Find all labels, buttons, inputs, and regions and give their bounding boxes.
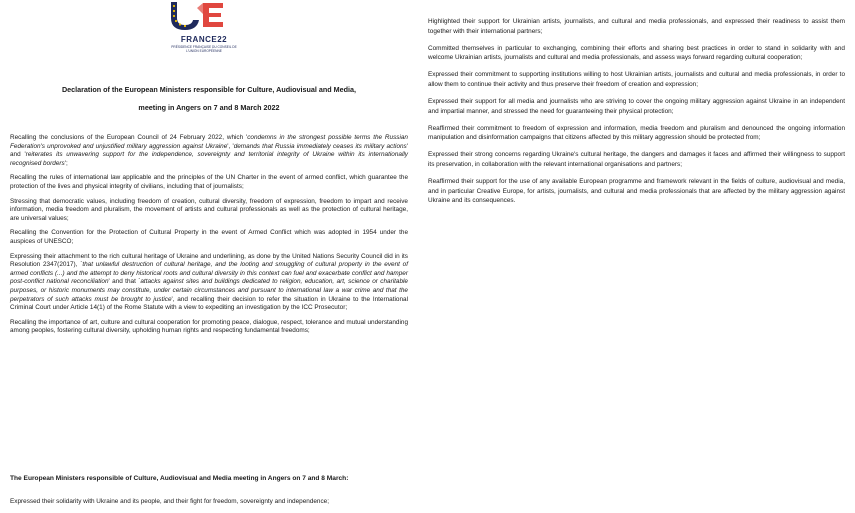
right-column [428,17,845,213]
eu-presidency-emblem-icon [167,0,237,34]
paragraph-international-law: Recalling the rules of international law applicable and the principles of the UN Charter in the event of armed conflict, which guarantee the protection of the lives and physical integrity of civilians, including that of journalists; [10,174,408,190]
paragraph-recalling-council: Recalling the conclusions of the European Council of 24 February 2022, which 'condemns in the strongest possible terms the Russian Federation's unprovoked and unjustified military aggression against Ukraine', 'demands that Russia immediately ceases its military actions' and 'reiterates its unwavering support for the independence, sovereignty and territorial integrity of Ukraine within its internationally recognised borders'; [10,134,408,167]
paragraph-heritage-concerns: Expressed their strong concerns regarding Ukraine's cultural heritage, the dangers and damages it faces and affirmed their willingness to support its preservation, in collaboration with the relevant international organisations and partners; [428,151,845,169]
paragraph-media-journalists: Expressed their support for all media and journalists who are striving to cover the ongoing military aggression against Ukraine in an independent and impartial manner, and stressed the need for guaranteeing their physical protection; [428,98,845,115]
paragraph-support-artists: Highlighted their support for Ukrainian artists, journalists, and cultural and media professionals, and expressed their readiness to assist them together with their international partners; [428,18,845,35]
paragraph-creative-europe: Reaffirmed their support for the use of any available European programme and framework relevant in the fields of culture, audiovisual and media, and in particular Creative Europe, for artists, journalists, and cultural and media professionals that are affected by the military aggression against Ukraine and its consequences. [428,178,845,205]
paragraph-cultural-heritage: Expressing their attachment to the rich cultural heritage of Ukraine and underlining, as done by the United Nations Security Council did in its Resolution 2347(2017), `that unlawful destruction of cultural heritage, and the looting and smuggling of cultural property in the event of armed conflicts (...) and the attempt to deny historical roots and cultural diversity in this context can fuel and exacerbate conflict and hamper post-conflict national reconciliation' and that `attacks against sites and buildings dedicated to religion, education, art, science or charitable purposes, or historic monuments may constitute, under certain circumstances and pursuant to international law a war crime and that the perpetrators of such attacks must be brought to justice', and recalling their decision to refer the situation in Ukraine to the International Criminal Court under Article 14(1) of the Rome Statute with a view to expediting an investigation by the ICC Prosecutor; [10,252,409,312]
logo-subtitle: PRÉSIDENCE FRANÇAISE DU CONSEIL DE L'UNION EUROPÉENNE [171,45,237,53]
section-heading: The European Ministers responsible of Culture, Audiovisual and Media meeting in Angers on 7 and 8 March: [10,475,349,482]
paragraph-host-institutions: Expressed their commitment to supporting institutions willing to host Ukrainian artists, journalists and cultural and media professionals, in order to allow them to continue their activity and thus preserve their freedom of creation and expression; [428,71,845,88]
logo-name: FRANCE22 [180,35,228,44]
paragraph-solidarity: Expressed their solidarity with Ukraine and its people, and their fight for freedom, sovereignty and independence; [10,498,330,506]
left-column [10,134,408,342]
title-line-1: Declaration of the European Ministers responsible for Culture, Audiovisual and Media, [61,85,357,94]
paragraph-cultural-cooperation: Recalling the importance of art, culture and cultural cooperation for promoting peace, dialogue, respect, tolerance and mutual understanding among peoples, fostering cultural diversity, upholding human rights and respecting fundamental freedoms; [10,318,408,335]
title-line-2: meeting in Angers on 7 and 8 March 2022 [138,103,280,112]
paragraph-democratic-values: Stressing that democratic values, including freedom of creation, cultural diversity, freedom of expression, freedom to impart and receive information, media freedom and pluralism, the movement of artists and cultural professionals as well as the protection of cultural heritage, are universal values; [10,197,408,222]
paragraph-unesco-convention: Recalling the Convention for the Protection of Cultural Property in the event of Armed Conflict which was adopted in 1954 under the auspices of UNESCO; [10,229,408,245]
paragraph-exchanging-efforts: Committed themselves in particular to exchanging, combining their efforts and sharing best practices in order to stand in solidarity with and welcome Ukrainian artists, journalists and cultural and media professionals, and assess ways forward regarding cultural cooperation; [428,44,845,62]
paragraph-freedom-expression: Reaffirmed their commitment to freedom of expression and information, media freedom and pluralism and denounced the ongoing information manipulation and disinformation campaigns that citizens affected by this military aggression should be protected from; [428,124,845,142]
document-title [10,81,408,117]
